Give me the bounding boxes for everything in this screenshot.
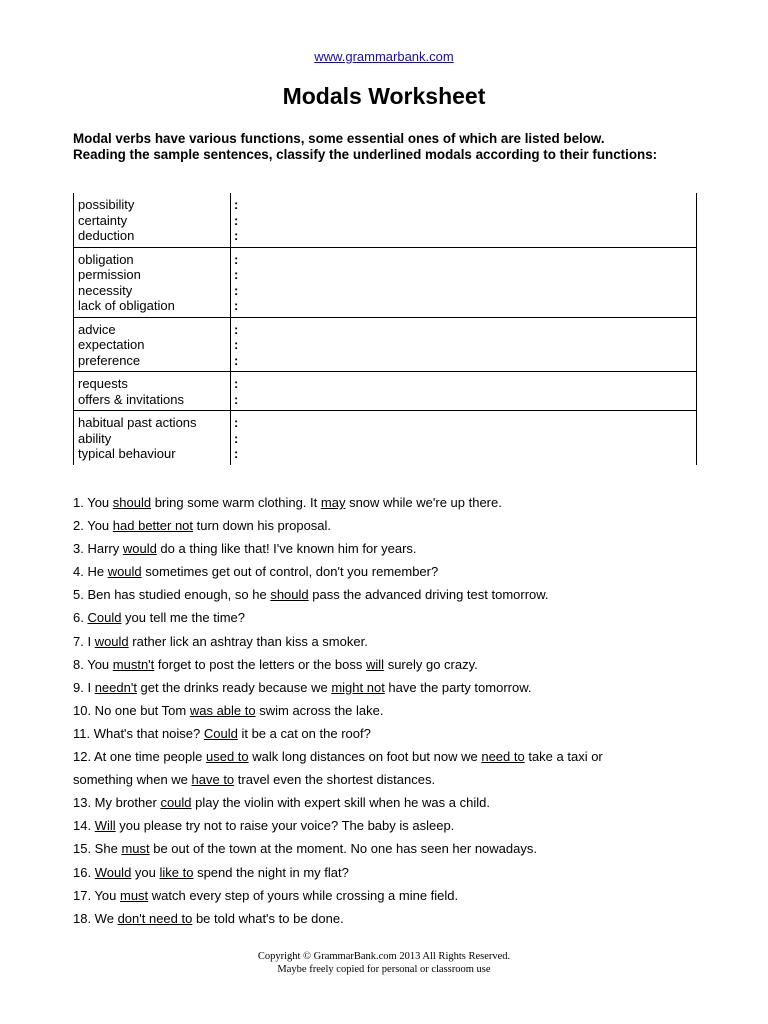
- answer-colon: :: [234, 430, 239, 446]
- sentence-text: walk long distances on foot but now we: [248, 749, 482, 765]
- sentence-text: 1. You: [73, 495, 113, 510]
- sentence-text: forget to post the letters or the boss: [154, 656, 367, 672]
- underlined-modal: Could: [203, 725, 238, 741]
- function-table: [73, 193, 697, 465]
- sentence-text: take a taxi or: [524, 749, 603, 765]
- intro-text: [73, 131, 713, 163]
- sentence-text: 13. My brother: [73, 795, 161, 811]
- sentence-line: [73, 884, 693, 907]
- sentence-text: 12. At one time people: [73, 749, 206, 765]
- sentence-text: snow while we're up there.: [345, 495, 502, 510]
- sentence-text: surely go crazy.: [384, 656, 478, 672]
- sentence-text: something when we: [73, 772, 192, 788]
- function-group-row: [74, 247, 696, 317]
- function-answer-cell: [231, 248, 696, 317]
- sentence-text: 4. He: [73, 564, 108, 580]
- sentence-text: 2. You: [73, 518, 113, 534]
- function-answer-cell: [231, 318, 696, 372]
- sentence-text: watch every step of yours while crossing a mine field.: [148, 887, 459, 903]
- function-answer-cell: [231, 411, 696, 465]
- sentence-line: [73, 514, 693, 537]
- answer-colon: :: [234, 282, 239, 298]
- copyright-footer: [0, 950, 768, 976]
- sentence-text: 9. I: [73, 679, 95, 695]
- sentence-line: [73, 491, 693, 514]
- function-names-cell: [74, 318, 231, 372]
- function-name: deduction: [78, 228, 135, 243]
- function-names-cell: [74, 193, 231, 247]
- function-name: advice: [78, 321, 116, 337]
- sentence-text: play the violin with expert skill when he was a child.: [191, 795, 490, 811]
- function-name: requests: [78, 376, 128, 391]
- underlined-modal: Could: [87, 610, 122, 626]
- sentence-text: rather lick an ashtray than kiss a smoker.: [128, 633, 368, 649]
- underlined-modal: could: [160, 795, 192, 811]
- function-name: habitual past actions: [78, 415, 197, 430]
- underlined-modal: might not: [331, 679, 385, 695]
- sentence-line: [73, 699, 693, 722]
- underlined-modal: used to: [205, 749, 249, 765]
- sentence-text: pass the advanced driving test tomorrow.: [308, 587, 549, 603]
- function-group-row: [74, 410, 696, 465]
- sentence-text: swim across the lake.: [255, 702, 384, 718]
- sentence-text: be told what's to be done.: [192, 910, 344, 926]
- function-names-cell: [74, 248, 231, 317]
- function-name: obligation: [78, 251, 134, 267]
- function-name: offers & invitations: [78, 391, 184, 407]
- answer-colon: :: [234, 197, 239, 212]
- usage-line: Maybe freely copied for personal or classroom use: [277, 964, 491, 975]
- function-group-row: [74, 193, 696, 247]
- answer-colon: :: [234, 251, 239, 267]
- sentence-text: 7. I: [73, 633, 95, 649]
- sentence-line: [73, 791, 693, 814]
- underlined-modal: will: [366, 656, 385, 672]
- sentence-list: [73, 491, 693, 930]
- answer-colon: :: [234, 212, 239, 228]
- underlined-modal: would: [94, 633, 129, 649]
- sentence-line: [73, 537, 693, 560]
- answer-colon: :: [234, 352, 239, 368]
- sentence-text: 16.: [73, 864, 95, 880]
- underlined-modal: may: [320, 495, 346, 510]
- function-group-row: [74, 317, 696, 372]
- answer-colon: :: [234, 228, 239, 243]
- sentence-line: [73, 745, 693, 768]
- answer-colon: :: [234, 267, 239, 282]
- sentence-text: you tell me the time?: [121, 610, 245, 626]
- sentence-text: 3. Harry: [73, 541, 123, 557]
- sentence-text: 14.: [73, 818, 95, 834]
- underlined-modal: would: [107, 564, 142, 580]
- answer-colon: :: [234, 321, 239, 337]
- sentence-text: 17. You: [73, 887, 120, 903]
- underlined-modal: need to: [481, 749, 525, 765]
- sentence-text: spend the night in my flat?: [193, 864, 349, 880]
- underlined-modal: Would: [94, 864, 132, 880]
- answer-colon: :: [234, 376, 239, 391]
- sentence-text: sometimes get out of control, don't you remember?: [141, 564, 439, 580]
- sentence-line: [73, 676, 693, 699]
- sentence-text: 8. You: [73, 656, 113, 672]
- function-name: lack of obligation: [78, 298, 175, 313]
- copyright-line: Copyright © GrammarBank.com 2013 All Rights Reserved.: [257, 951, 511, 962]
- sentence-text: 6.: [73, 610, 88, 626]
- sentence-line: [73, 861, 693, 884]
- intro-line: Modal verbs have various functions, some essential ones of which are listed below.: [73, 131, 605, 146]
- sentence-line: [73, 907, 693, 930]
- sentence-line: [73, 583, 693, 606]
- underlined-modal: would: [122, 541, 157, 557]
- function-names-cell: [74, 411, 231, 465]
- underlined-modal: have to: [191, 772, 235, 788]
- sentence-text: you: [131, 864, 160, 880]
- sentence-text: 18. We: [73, 910, 118, 926]
- sentence-text: bring some warm clothing. It: [151, 495, 321, 510]
- sentence-text: 11. What's that noise?: [73, 725, 204, 741]
- function-name: permission: [78, 267, 141, 282]
- sentence-text: 5. Ben has studied enough, so he: [73, 587, 271, 603]
- sentence-line: [73, 630, 693, 653]
- underlined-modal: like to: [159, 864, 194, 880]
- sentence-line: [73, 768, 693, 791]
- function-name: possibility: [78, 197, 135, 212]
- underlined-modal: should: [112, 495, 152, 510]
- sentence-text: it be a cat on the roof?: [237, 725, 371, 741]
- sentence-line: [73, 560, 693, 583]
- sentence-text: turn down his proposal.: [193, 518, 332, 534]
- sentence-line: [73, 837, 693, 860]
- underlined-modal: was able to: [189, 702, 256, 718]
- function-name: certainty: [78, 212, 128, 228]
- sentence-text: be out of the town at the moment. No one has seen her nowadays.: [149, 841, 537, 857]
- function-name: typical behaviour: [78, 446, 176, 461]
- answer-colon: :: [234, 337, 239, 352]
- sentence-text: you please try not to raise your voice? The baby is asleep.: [115, 818, 455, 834]
- function-name: preference: [78, 352, 141, 368]
- answer-colon: :: [234, 446, 239, 461]
- underlined-modal: should: [270, 587, 309, 603]
- page-title: Modals Worksheet: [282, 83, 486, 109]
- underlined-modal: mustn't: [112, 656, 155, 672]
- function-names-cell: [74, 372, 231, 410]
- function-answer-cell: [231, 193, 696, 247]
- underlined-modal: had better not: [112, 518, 194, 534]
- underlined-modal: Will: [94, 818, 116, 834]
- sentence-text: do a thing like that! I've known him for years.: [156, 541, 417, 557]
- sentence-text: 10. No one but Tom: [73, 702, 190, 718]
- sentence-line: [73, 722, 693, 745]
- answer-colon: :: [234, 415, 239, 430]
- sentence-line: [73, 814, 693, 837]
- function-name: ability: [78, 430, 112, 446]
- sentence-line: [73, 653, 693, 676]
- intro-line: Reading the sample sentences, classify the underlined modals according to their functions:: [73, 147, 658, 162]
- function-group-row: [74, 371, 696, 410]
- function-answer-cell: [231, 372, 696, 410]
- function-name: necessity: [78, 282, 133, 298]
- answer-colon: :: [234, 298, 239, 313]
- sentence-text: get the drinks ready because we: [136, 679, 332, 695]
- sentence-text: have the party tomorrow.: [384, 679, 532, 695]
- underlined-modal: needn't: [94, 679, 137, 695]
- sentence-text: 15. She: [73, 841, 122, 857]
- site-link[interactable]: www.grammarbank.com: [314, 49, 454, 64]
- underlined-modal: don't need to: [117, 910, 193, 926]
- sentence-text: travel even the shortest distances.: [234, 772, 436, 788]
- underlined-modal: must: [121, 841, 150, 857]
- answer-colon: :: [234, 391, 239, 407]
- sentence-line: [73, 606, 693, 629]
- function-name: expectation: [78, 337, 145, 352]
- underlined-modal: must: [120, 887, 149, 903]
